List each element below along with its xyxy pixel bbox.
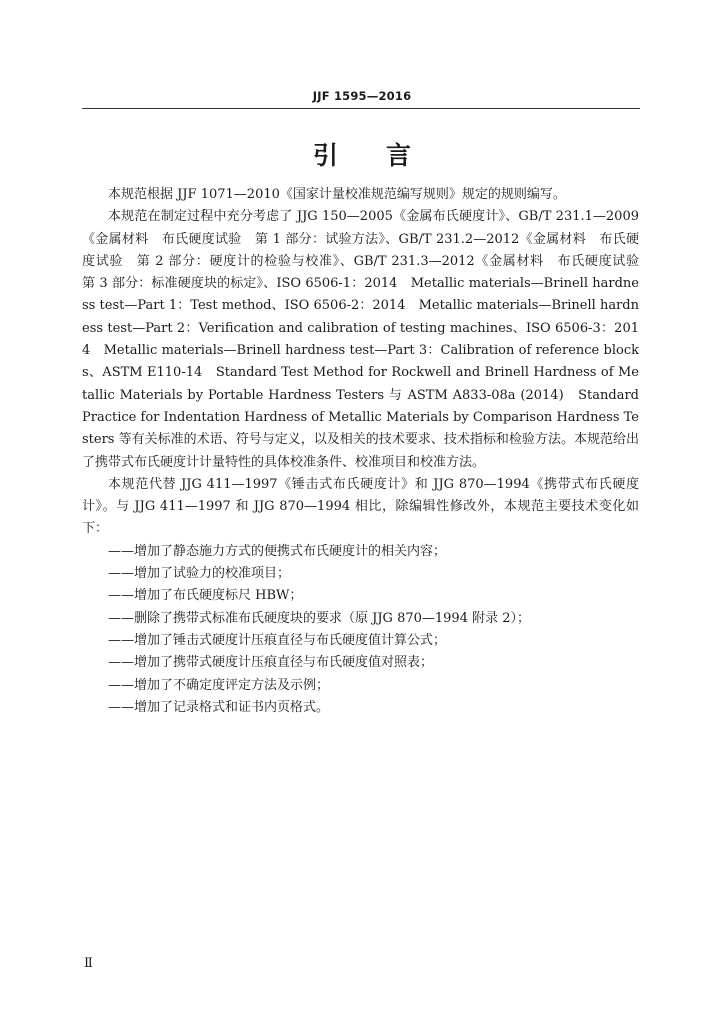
list-item: ——增加了不确定度评定方法及示例； — [108, 677, 330, 693]
list-item: ——增加了锤击式硬度计压痕直径与布氏硬度值计算公式； — [108, 632, 447, 648]
section-title: 引言 — [312, 141, 459, 170]
document-body — [82, 184, 653, 719]
list-item: ——增加了记录格式和证书内页格式。 — [108, 699, 330, 715]
document-code-header: JJF 1595—2016 — [312, 89, 412, 103]
header-rule — [82, 108, 640, 109]
page-number: Ⅱ — [84, 956, 93, 971]
list-item: ——增加了携带式硬度计压痕直径与布氏硬度值对照表； — [108, 655, 434, 671]
list-item: ——删除了携带式标准布氏硬度块的要求（原 JJG 870—1994 附录 2）； — [108, 610, 531, 626]
paragraph-references: 本规范在制定过程中充分考虑了 JJG 150—2005《金属布氏硬度计》、GB/T 231.1—2009《金属材料 布氏硬度试验 第 1 部分：试验方法》、GB/T 231.2—2012《金属材料 布氏硬度试验 第 2 部分：硬度计的检验与校准》、GB/T 231.3—2012《金属材料 布氏硬度试验 第 3 部分：标准硬度块的标定》、ISO 6506-1：2014 Metallic materials—Brinell hardness test—Part 1：Test method、ISO 6506-2：2014 Metallic materials—Brinell hardness test—Part 2：Verification and calibration of testing machines、ISO 6506-3：2014 Metallic materials—Brinell hardness test—Part 3：Calibration of reference blocks、ASTM E110-14 Standard Test Method for Rockwell and Brinell Hardness of Metallic Materials by Portable Hardness Testers 与 ASTM A833-08a (2014) Standard Practice for Indentation Hardness of Metallic Materials by Comparison Hardness Testers 等有关标准的术语、符号与定义，以及相关的技术要求、技术指标和检验方法。本规范给出了携带式布氏硬度计计量特性的具体校准条件、校准项目和校准方法。 — [82, 209, 653, 470]
list-item: ——增加了布氏硬度标尺 HBW； — [108, 588, 303, 604]
changes-list — [82, 541, 639, 719]
paragraph-basis: 本规范根据 JJF 1071—2010《国家计量校准规范编写规则》规定的规则编写。 — [108, 187, 566, 202]
list-item: ——增加了试验力的校准项目； — [108, 566, 291, 582]
paragraph-replacement: 本规范代替 JJG 411—1997《锤击式布氏硬度计》和 JJG 870—1994《携带式布氏硬度计》。与 JJG 411—1997 和 JJG 870—1994 相比，除编辑性修改外，本规范主要技术变化如下： — [82, 476, 639, 537]
list-item: ——增加了静态施力方式的便携式布氏硬度计的相关内容； — [108, 543, 447, 559]
